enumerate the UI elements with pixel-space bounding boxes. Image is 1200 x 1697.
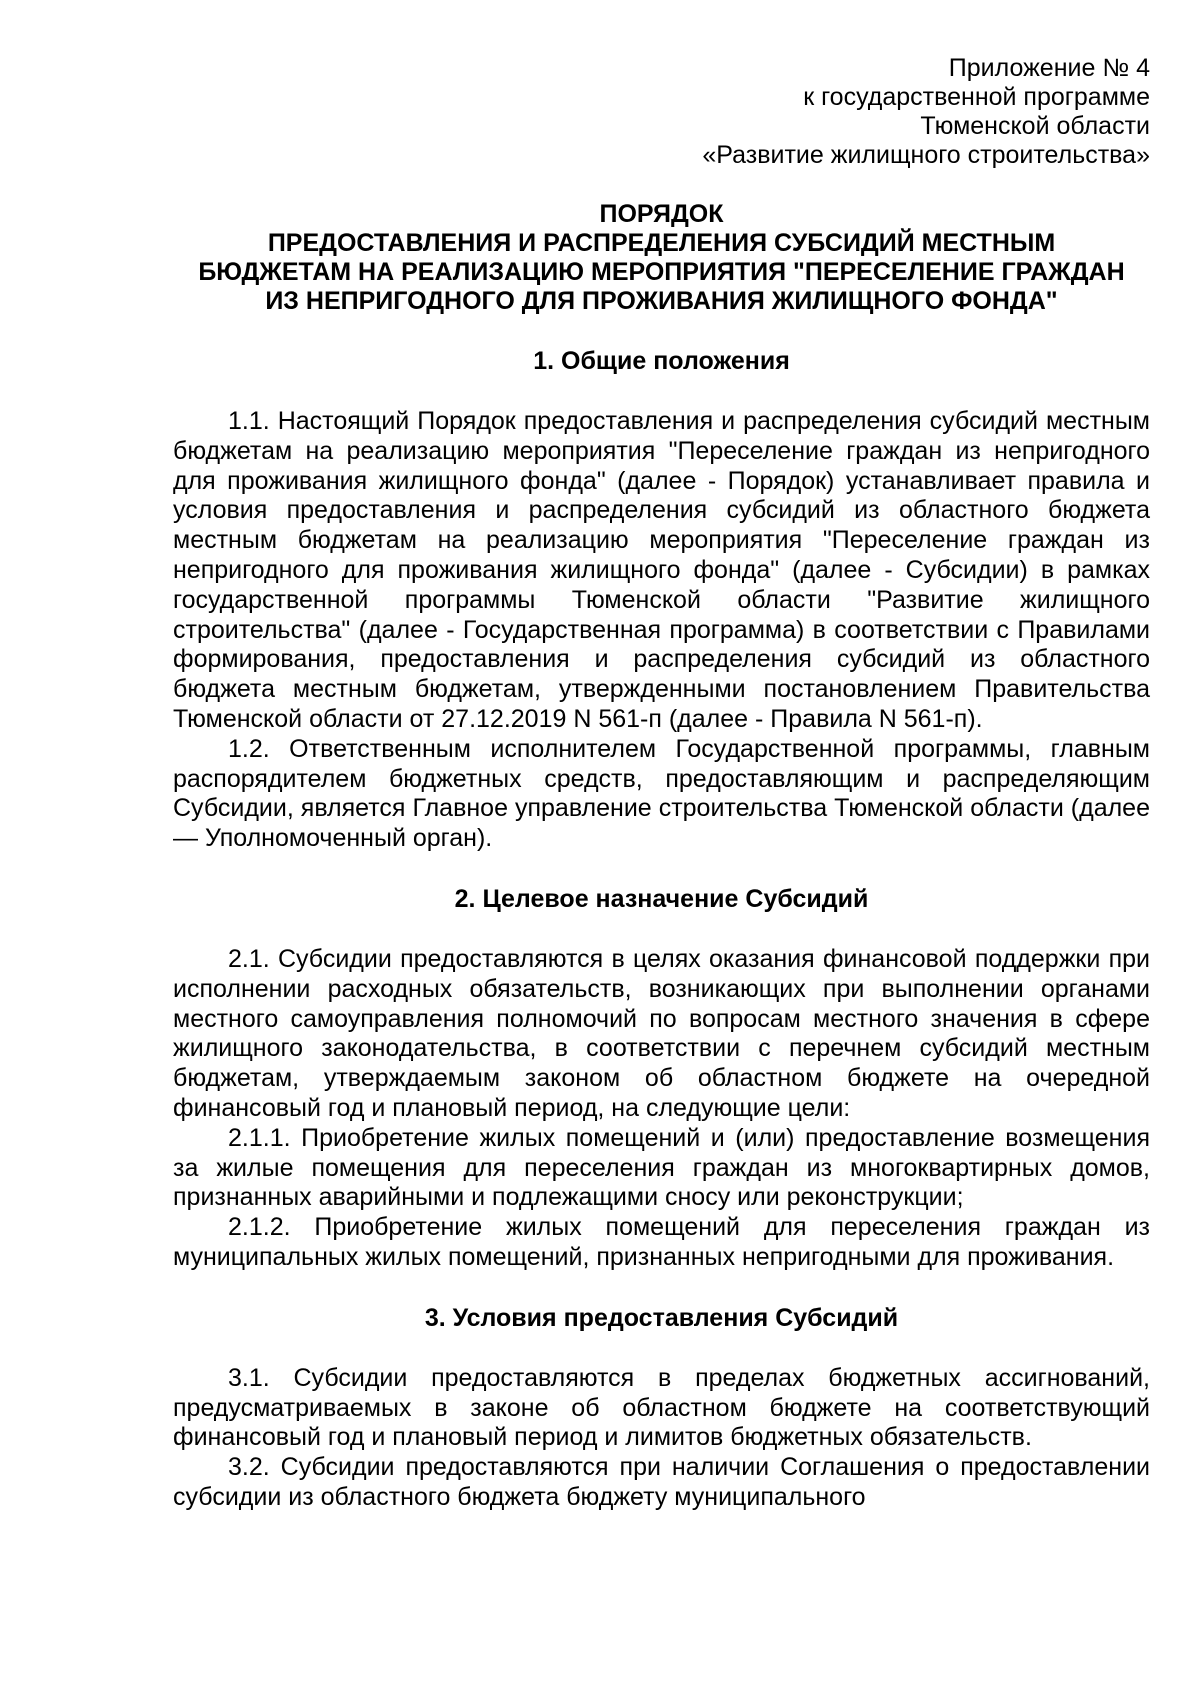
appendix-line-3: Тюменской области xyxy=(920,112,1150,140)
paragraph-1-1: 1.1. Настоящий Порядок предоставления и распределения субсидий местным бюджетам на реализацию мероприятия "Переселение граждан из непригодного для проживания жилищного фонда" (далее - Порядок) устанавливает правила и условия предоставления и распределения субсидий из областного бюджета местным бюджетам на реализацию мероприятия "Переселение граждан из непригодного для проживания жилищного фонда" (далее - Субсидии) в рамках государственной программы Тюменской области "Развитие жилищного строительства" (далее - Государственная программа) в соответствии с Правилами формирования, предоставления и распределения субсидий из областного бюджета местным бюджетам, утвержденными постановлением Правительства Тюменской области от 27.12.2019 N 561-п (далее - Правила N 561-п). xyxy=(173,407,1150,733)
paragraph-1-2: 1.2. Ответственным исполнителем Государственной программы, главным распорядителем бюджетных средств, предоставляющим и распределяющим Субсидии, является Главное управление строительства Тюменской области (далее — Уполномоченный орган). xyxy=(173,734,1150,853)
appendix-line-1: Приложение № 4 xyxy=(948,54,1150,82)
paragraph-2-1: 2.1. Субсидии предоставляются в целях оказания финансовой поддержки при исполнении расходных обязательств, возникающих при выполнении органами местного самоуправления полномочий по вопросам местного значения в сфере жилищного законодательства, в соответствии с перечнем субсидий местным бюджетам, утверждаемым законом об областном бюджете на очередной финансовый год и плановый период, на следующие цели: xyxy=(173,944,1150,1122)
paragraph-3-2: 3.2. Субсидии предоставляются при наличии Соглашения о предоставлении субсидии из областного бюджета бюджету муниципального xyxy=(173,1453,1150,1511)
title-line-4: ИЗ НЕПРИГОДНОГО ДЛЯ ПРОЖИВАНИЯ ЖИЛИЩНОГО ФОНДА" xyxy=(265,287,1058,315)
document-title xyxy=(173,200,1150,316)
section-3-heading: 3. Условия предоставления Субсидий xyxy=(424,1303,899,1332)
section-1-heading: 1. Общие положения xyxy=(533,347,790,375)
title-line-3: БЮДЖЕТАМ НА РЕАЛИЗАЦИЮ МЕРОПРИЯТИЯ "ПЕРЕСЕЛЕНИЕ ГРАЖДАН xyxy=(198,258,1125,286)
section-2-heading: 2. Целевое назначение Субсидий xyxy=(454,884,869,913)
appendix-block xyxy=(173,54,1150,170)
appendix-line-4: «Развитие жилищного строительства» xyxy=(702,141,1150,169)
title-line-1: ПОРЯДОК xyxy=(599,200,724,228)
paragraph-2-1-2: 2.1.2. Приобретение жилых помещений для переселения граждан из муниципальных жилых помещений, признанных непригодными для проживания. xyxy=(173,1213,1150,1271)
document-page xyxy=(173,54,1150,1513)
paragraph-3-1: 3.1. Субсидии предоставляются в пределах бюджетных ассигнований, предусматриваемых в законе об областном бюджете на соответствующий финансовый год и плановый период и лимитов бюджетных обязательств. xyxy=(173,1363,1150,1452)
paragraph-2-1-1: 2.1.1. Приобретение жилых помещений и (или) предоставление возмещения за жилые помещения для переселения граждан из многоквартирных домов, признанных аварийными и подлежащими сносу или реконструкции; xyxy=(173,1123,1150,1212)
appendix-line-2: к государственной программе xyxy=(803,83,1150,111)
title-line-2: ПРЕДОСТАВЛЕНИЯ И РАСПРЕДЕЛЕНИЯ СУБСИДИЙ МЕСТНЫМ xyxy=(267,229,1056,257)
